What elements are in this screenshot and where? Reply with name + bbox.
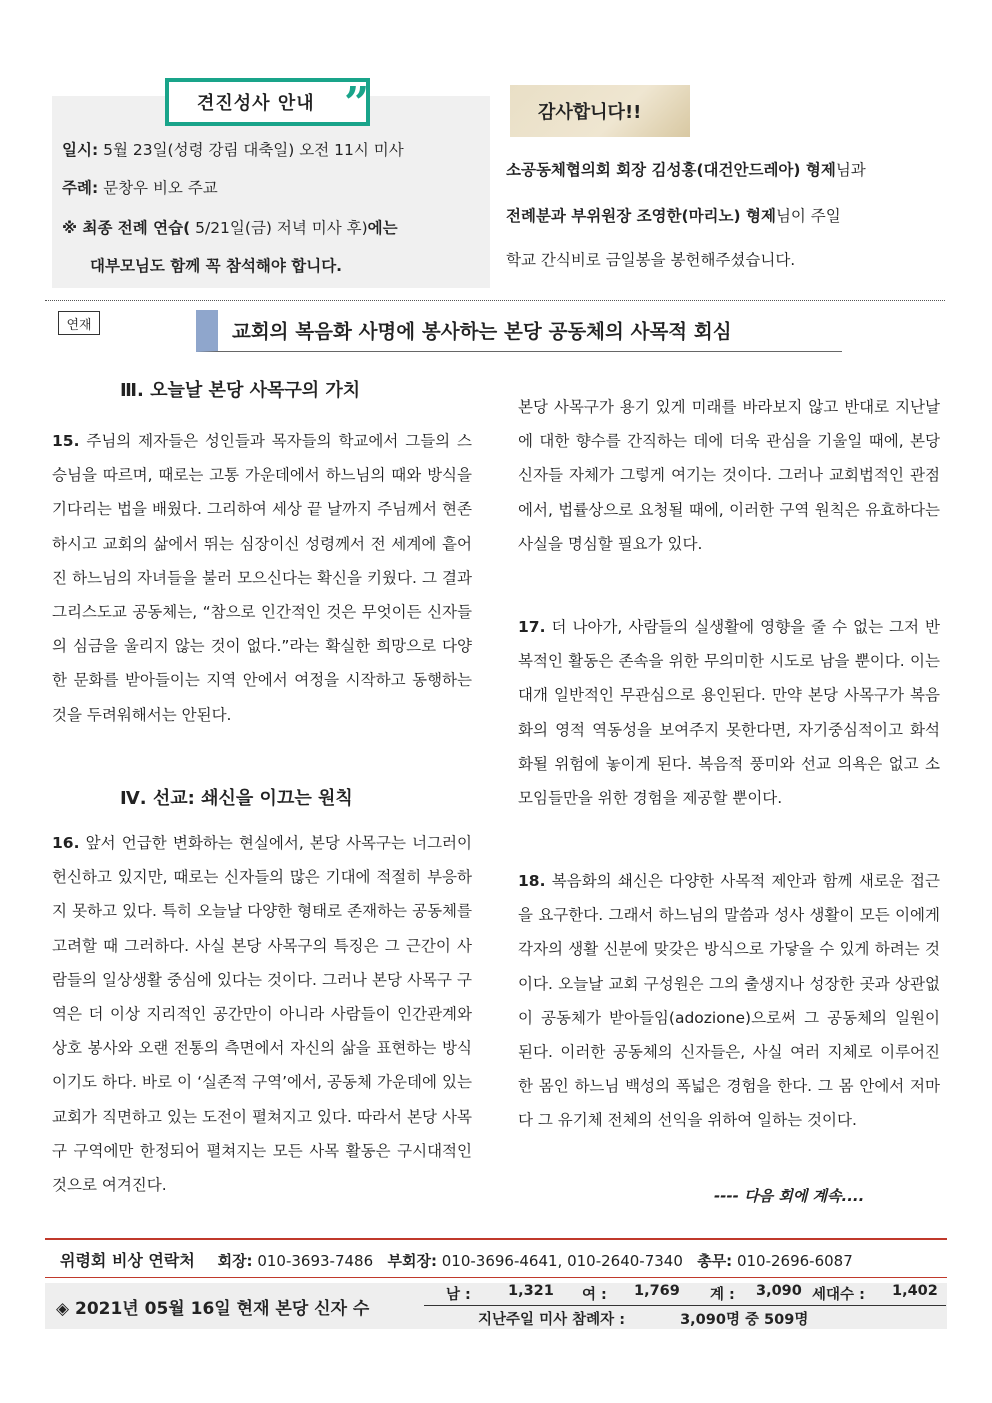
confirmation-celebrant-line <box>62 177 218 199</box>
thanks-donor-1: 소공동체협의회 회장 김성홍(대건안드레아) 형제 <box>506 161 836 179</box>
contact-title: 위령회 비상 연락처 <box>60 1251 195 1270</box>
emergency-contact-row <box>60 1248 853 1271</box>
total-count: 3,090 <box>756 1283 802 1299</box>
confirmation-date-line <box>62 139 404 161</box>
paragraph-16-text: 앞서 언급한 변화하는 현실에서, 본당 사목구는 너그러이 헌신하고 있지만, 때로는 신자들의 많은 기대에 적절히 부응하지 못하고 있다. 특히 오늘날 다양한 형태로 존재하는 공동체를 고려할 때 그러하다. 사실 본당 사목구의 특징은 그 근간이 사람들의 일상생활 중심에 있다는 것이다. 그러나 본당 사목구 구역은 더 이상 지리적인 공간만이 아니라 사람들이 인간관계와 상호 봉사와 오랜 전통의 측면에서 자신의 삶을 표현하는 방식이기도 하다. 바로 이 ‘실존적 구역’에서, 공동체 가운데에 있는 교회가 직면하고 있는 도전이 펼쳐지고 있다. 따라서 본당 사목구 구역에만 한정되어 펼쳐지는 모든 사목 활동은 구시대적인 것으로 여겨진다. <box>52 834 472 1195</box>
thanks-line-1 <box>506 158 866 180</box>
confirmation-tag: 견진성사 안내 <box>165 78 370 126</box>
section-4-heading: Ⅳ. 선교: 쇄신을 이끄는 원칙 <box>120 788 353 809</box>
male-count: 1,321 <box>508 1283 554 1299</box>
total-label: 계 : <box>710 1287 735 1303</box>
paragraph-17-text: 더 나아가, 사람들의 실생활에 영향을 줄 수 없는 그저 반복적인 활동은 존속을 위한 무의미한 시도로 남을 뿐이다. 이는 대개 일반적인 무관심으로 용인된다. 만약 본당 사목구가 복음화의 영적 역동성을 보여주지 못한다면, 자기중심적이고 화석화될 위험에 놓이게 된다. 복음적 풍미와 선교 의욕은 없고 소모임들만을 위한 경험을 제공할 뿐이다. <box>518 618 940 808</box>
president-label: 회장: <box>217 1252 253 1270</box>
date-label: 일시: <box>62 141 99 159</box>
paragraph-15-number: 15. <box>52 432 80 450</box>
president-phone: 010-3693-7486 <box>257 1252 374 1270</box>
paragraph-15 <box>52 424 472 732</box>
rehearsal-line <box>62 217 398 239</box>
rehearsal-date: 5/21일(금) 저녁 미사 후) <box>190 219 368 237</box>
household-count: 1,402 <box>892 1283 938 1299</box>
quote-mark-icon: ” <box>344 78 370 129</box>
vice-president-phones: 010-3696-4641, 010-2640-7340 <box>441 1252 683 1270</box>
section-3-heading: Ⅲ. 오늘날 본당 사목구의 가치 <box>120 380 361 401</box>
secretary-label: 총무: <box>697 1252 733 1270</box>
rehearsal-line-2: 대부모님도 함께 꼭 참석해야 합니다. <box>90 257 343 275</box>
date-value: 5월 23일(성령 강림 대축일) 오전 11시 미사 <box>103 141 404 159</box>
paragraph-17-number: 17. <box>518 618 546 636</box>
paragraph-16-number: 16. <box>52 834 80 852</box>
paragraph-16-continued-text: 본당 사목구가 용기 있게 미래를 바라보지 않고 반대로 지난날에 대한 향수를 간직하는 데에 더욱 관심을 기울일 때에, 본당 신자들 자체가 그렇게 여기는 것이다. 그러나 교회법적인 관점에서, 법률상으로 요청될 때에, 이러한 구역 원칙은 유효하다는 사실을 명심할 필요가 있다. <box>518 398 940 553</box>
thanks-donor-2: 전례분과 부위원장 조영한(마리노) 형제 <box>506 207 776 225</box>
census-stats-row <box>424 1283 946 1305</box>
attendance-value: 3,090명 중 509명 <box>680 1312 809 1328</box>
footer-mid-rule <box>45 1277 947 1278</box>
census-underline <box>424 1305 946 1306</box>
paragraph-18-number: 18. <box>518 872 546 890</box>
celebrant-label: 주례: <box>62 179 99 197</box>
male-label: 남 : <box>446 1287 471 1303</box>
secretary-phone: 010-2696-6087 <box>736 1252 853 1270</box>
serial-tag: 연재 <box>58 311 100 335</box>
continued-note: ---- 다음 회에 계속.... <box>714 1187 865 1205</box>
paragraph-15-text: 주님의 제자들은 성인들과 목자들의 학교에서 그들의 스승님을 따르며, 때로는 고통 가운데에서 하느님의 때와 방식을 기다리는 법을 배웠다. 그리하여 세상 끝 날까지 주님께서 현존하시고 교회의 삶에서 뛰는 심장이신 성령께서 전 세계에 흩어진 하느님의 자녀들을 불러 모으신다는 확신을 키웠다. 그 결과 그리스도교 공동체는, “참으로 인간적인 것은 무엇이든 신자들의 심금을 울리지 않는 것이 없다.”라는 확실한 희망으로 다양한 문화를 받아들이는 지역 안에서 여정을 시작하고 동행하는 것을 두려워해서는 안된다. <box>52 432 472 724</box>
attendance-row <box>478 1308 808 1329</box>
female-label: 여 : <box>582 1287 607 1303</box>
household-label: 세대수 : <box>812 1287 865 1303</box>
paragraph-16 <box>52 826 472 1202</box>
footer-top-rule <box>45 1238 947 1240</box>
thanks-line-1-tail: 님과 <box>835 161 866 179</box>
paragraph-17 <box>518 610 940 815</box>
thanks-line-2 <box>506 204 841 226</box>
thanks-line-3: 학교 간식비로 금일봉을 봉헌해주셨습니다. <box>506 251 796 269</box>
thanks-tag: 감사합니다!! <box>510 85 690 137</box>
rehearsal-bold-end: 에는 <box>367 219 398 237</box>
paragraph-18 <box>518 864 940 1138</box>
thanks-line-2-tail: 님이 주일 <box>775 207 841 225</box>
attendance-label: 지난주일 미사 참례자 : <box>478 1312 626 1328</box>
dotted-separator <box>45 300 945 301</box>
vice-president-label: 부회장: <box>387 1252 437 1270</box>
paragraph-16-continued <box>518 390 940 561</box>
series-title: 교회의 복음화 사명에 봉사하는 본당 공동체의 사목적 회심 <box>232 320 732 343</box>
paragraph-18-text: 복음화의 쇄신은 다양한 사목적 제안과 함께 새로운 접근을 요구한다. 그래서 하느님의 말씀과 성사 생활이 모든 이에게 각자의 생활 신분에 맞갖은 방식으로 가닿을 수 있게 하려는 것이다. 오늘날 교회 구성원은 그의 출생지나 성장한 곳과 상관없이 공동체가 받아들임(adozione)으로써 그 공동체의 일원이 된다. 이러한 공동체의 신자들은, 사실 여러 지체로 이루어진 한 몸인 하느님 백성의 폭넓은 경험을 한다. 그 몸 안에서 저마다 그 유기체 전체의 선익을 위하여 일하는 것이다. <box>518 872 940 1130</box>
census-title: ◈ 2021년 05월 16일 현재 본당 신자 수 <box>56 1299 370 1319</box>
celebrant-value: 문창우 비오 주교 <box>103 179 218 197</box>
female-count: 1,769 <box>634 1283 680 1299</box>
rehearsal-bold: ※ 최종 전례 연습( <box>62 219 191 237</box>
